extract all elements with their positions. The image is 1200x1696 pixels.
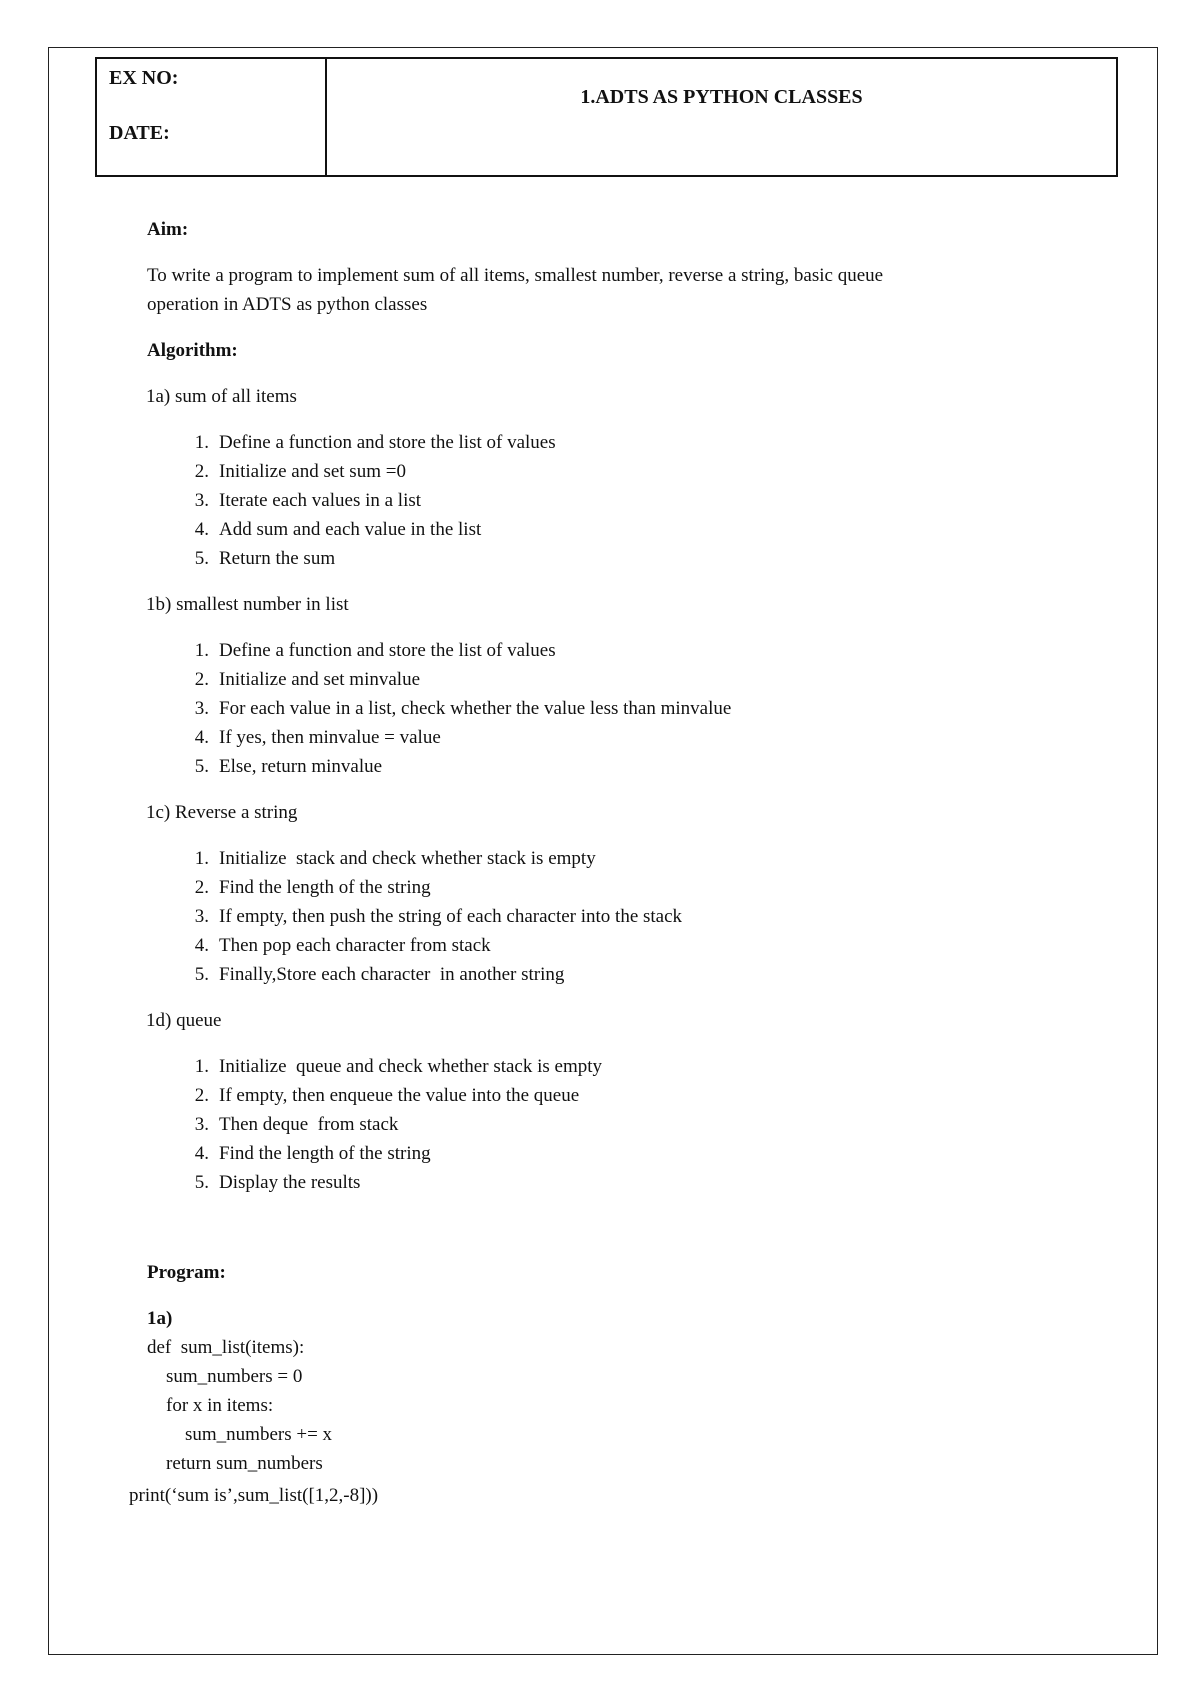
document-title: 1.ADTS AS PYTHON CLASSES	[580, 86, 863, 108]
step-number: 3.	[194, 490, 209, 511]
step-text: Finally,Store each character in another string	[219, 964, 565, 985]
algorithm-section	[147, 382, 1047, 573]
step-text: Initialize and set minvalue	[219, 669, 421, 690]
code-line: sum_numbers += x	[147, 1424, 333, 1445]
aim-text-line2: operation in ADTS as python classes	[147, 294, 428, 315]
step-text: Initialize and set sum =0	[219, 461, 406, 482]
step-text: Then pop each character from stack	[219, 935, 491, 956]
algorithm-section	[147, 798, 1047, 989]
step-text: Then deque from stack	[219, 1114, 399, 1135]
step-text: Else, return minvalue	[219, 756, 383, 777]
step-text: For each value in a list, check whether the value less than minvalue	[219, 698, 732, 719]
code-block	[147, 1333, 1047, 1478]
step-list	[147, 428, 1047, 573]
algorithm-section	[147, 1006, 1047, 1197]
step-number: 1.	[194, 1056, 209, 1077]
step-text: Return the sum	[219, 548, 336, 569]
step-text: If yes, then minvalue = value	[219, 727, 441, 748]
list-item	[147, 636, 1047, 665]
step-list	[147, 636, 1047, 781]
step-text: If empty, then push the string of each character into the stack	[219, 906, 683, 927]
step-number: 2.	[194, 1085, 209, 1106]
step-list	[147, 844, 1047, 989]
step-number: 3.	[194, 1114, 209, 1135]
step-number: 3.	[194, 698, 209, 719]
step-text: Initialize queue and check whether stack is empty	[219, 1056, 603, 1077]
list-item	[147, 544, 1047, 573]
code-line: for x in items:	[147, 1395, 274, 1416]
step-text: Iterate each values in a list	[219, 490, 422, 511]
step-text: Find the length of the string	[219, 877, 431, 898]
print-line: print(‘sum is’,sum_list([1,2,-8]))	[129, 1485, 379, 1506]
date-label: DATE:	[109, 122, 170, 144]
code-line: def sum_list(items):	[147, 1337, 305, 1358]
algorithm-section	[147, 590, 1047, 781]
step-number: 2.	[194, 669, 209, 690]
step-text: Initialize stack and check whether stack is empty	[219, 848, 596, 869]
step-number: 3.	[194, 906, 209, 927]
step-number: 5.	[194, 964, 209, 985]
list-item	[147, 457, 1047, 486]
list-item	[147, 873, 1047, 902]
step-number: 4.	[194, 519, 209, 540]
list-item	[147, 844, 1047, 873]
step-text: Define a function and store the list of values	[219, 432, 556, 453]
code-line: sum_numbers = 0	[147, 1366, 303, 1387]
section-title: 1c) Reverse a string	[146, 802, 298, 823]
program-label: 1a)	[147, 1308, 173, 1329]
list-item	[147, 1110, 1047, 1139]
list-item	[147, 960, 1047, 989]
aim-text-line1: To write a program to implement sum of all items, smallest number, reverse a string, basic queue	[147, 265, 884, 286]
document-body	[129, 215, 1047, 1510]
section-title: 1a) sum of all items	[146, 386, 297, 407]
list-item	[147, 428, 1047, 457]
code-line: return sum_numbers	[147, 1453, 323, 1474]
list-item	[147, 723, 1047, 752]
step-text: Define a function and store the list of values	[219, 640, 556, 661]
step-text: If empty, then enqueue the value into the queue	[219, 1085, 580, 1106]
step-number: 1.	[194, 640, 209, 661]
list-item	[147, 752, 1047, 781]
list-item	[147, 1139, 1047, 1168]
step-text: Display the results	[219, 1172, 361, 1193]
step-number: 4.	[194, 727, 209, 748]
section-title: 1d) queue	[146, 1010, 222, 1031]
header-left-cell	[97, 59, 327, 175]
section-title: 1b) smallest number in list	[146, 594, 349, 615]
list-item	[147, 665, 1047, 694]
step-number: 4.	[194, 935, 209, 956]
step-text: Find the length of the string	[219, 1143, 431, 1164]
list-item	[147, 1168, 1047, 1197]
header-table	[95, 57, 1118, 177]
list-item	[147, 931, 1047, 960]
step-number: 2.	[194, 461, 209, 482]
step-number: 1.	[194, 848, 209, 869]
list-item	[147, 1081, 1047, 1110]
list-item	[147, 515, 1047, 544]
list-item	[147, 902, 1047, 931]
list-item	[147, 694, 1047, 723]
ex-no-label: EX NO:	[109, 67, 179, 89]
step-number: 5.	[194, 548, 209, 569]
step-number: 4.	[194, 1143, 209, 1164]
list-item	[147, 1052, 1047, 1081]
step-number: 2.	[194, 877, 209, 898]
algorithm-sections	[147, 382, 1047, 1197]
step-list	[147, 1052, 1047, 1197]
step-number: 1.	[194, 432, 209, 453]
step-number: 5.	[194, 756, 209, 777]
aim-heading: Aim:	[147, 219, 189, 240]
step-text: Add sum and each value in the list	[219, 519, 482, 540]
step-number: 5.	[194, 1172, 209, 1193]
program-heading: Program:	[147, 1262, 226, 1283]
list-item	[147, 486, 1047, 515]
algorithm-heading: Algorithm:	[147, 340, 238, 361]
